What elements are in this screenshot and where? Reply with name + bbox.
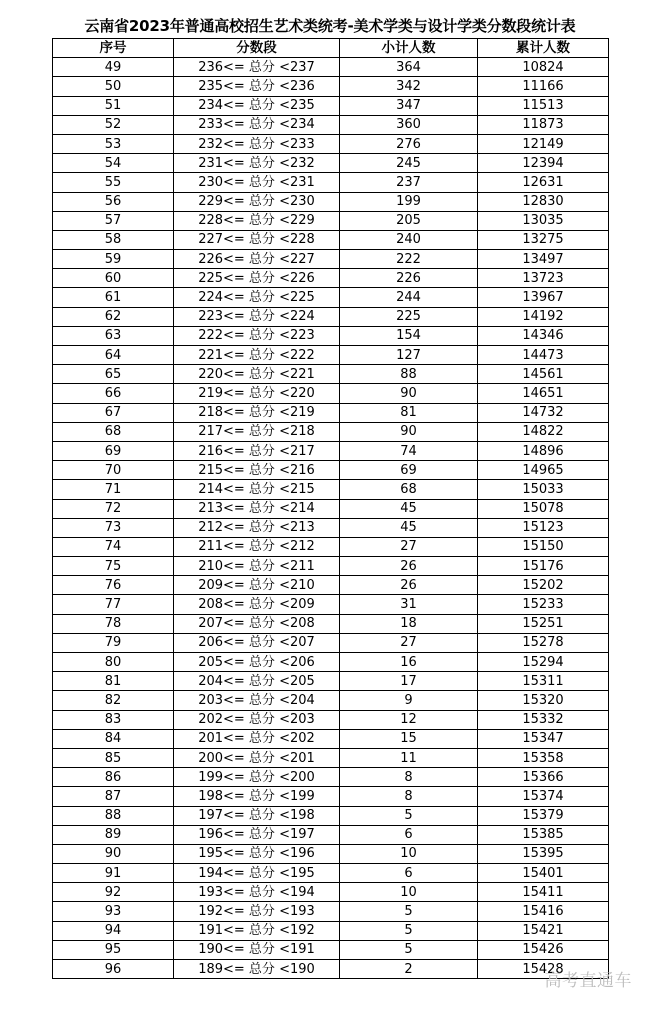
cell-count: 6	[340, 825, 478, 844]
cell-score-range: 212<= 总分 <213	[174, 518, 340, 537]
table-row	[53, 787, 609, 806]
cell-cumulative: 13275	[478, 230, 609, 249]
cell-score-range: 213<= 总分 <214	[174, 499, 340, 518]
table-row	[53, 403, 609, 422]
cell-count: 6	[340, 864, 478, 883]
table-row	[53, 960, 609, 979]
cell-cumulative: 15416	[478, 902, 609, 921]
cell-seq: 94	[53, 921, 174, 940]
table-row	[53, 768, 609, 787]
table-row	[53, 173, 609, 192]
page-title: 云南省2023年普通高校招生艺术类统考-美术学类与设计学类分数段统计表	[84, 17, 576, 35]
cell-score-range: 203<= 总分 <204	[174, 691, 340, 710]
cell-cumulative: 15078	[478, 499, 609, 518]
cell-score-range: 233<= 总分 <234	[174, 115, 340, 134]
cell-count: 360	[340, 115, 478, 134]
table-row	[53, 595, 609, 614]
cell-seq: 95	[53, 940, 174, 959]
cell-seq: 66	[53, 384, 174, 403]
cell-cumulative: 15251	[478, 614, 609, 633]
cell-count: 16	[340, 653, 478, 672]
cell-seq: 63	[53, 326, 174, 345]
cell-seq: 62	[53, 307, 174, 326]
cell-seq: 59	[53, 250, 174, 269]
cell-score-range: 223<= 总分 <224	[174, 307, 340, 326]
cell-cumulative: 14346	[478, 326, 609, 345]
cell-score-range: 225<= 总分 <226	[174, 269, 340, 288]
cell-score-range: 189<= 总分 <190	[174, 960, 340, 979]
cell-seq: 75	[53, 557, 174, 576]
cell-cumulative: 15366	[478, 768, 609, 787]
table-row	[53, 710, 609, 729]
cell-seq: 82	[53, 691, 174, 710]
cell-score-range: 204<= 总分 <205	[174, 672, 340, 691]
cell-seq: 74	[53, 537, 174, 556]
cell-count: 31	[340, 595, 478, 614]
cell-count: 2	[340, 960, 478, 979]
table-row	[53, 864, 609, 883]
table-header-row	[53, 39, 609, 58]
table-row	[53, 288, 609, 307]
cell-seq: 79	[53, 633, 174, 652]
cell-seq: 56	[53, 192, 174, 211]
cell-seq: 86	[53, 768, 174, 787]
table-body	[53, 58, 609, 979]
cell-score-range: 192<= 总分 <193	[174, 902, 340, 921]
cell-seq: 89	[53, 825, 174, 844]
table-row	[53, 269, 609, 288]
cell-cumulative: 15278	[478, 633, 609, 652]
cell-seq: 49	[53, 58, 174, 77]
table-row	[53, 77, 609, 96]
cell-seq: 85	[53, 748, 174, 767]
cell-score-range: 209<= 总分 <210	[174, 576, 340, 595]
cell-score-range: 224<= 总分 <225	[174, 288, 340, 307]
cell-seq: 83	[53, 710, 174, 729]
cell-cumulative: 12830	[478, 192, 609, 211]
table-row	[53, 883, 609, 902]
cell-cumulative: 14192	[478, 307, 609, 326]
cell-count: 276	[340, 134, 478, 153]
table-row	[53, 480, 609, 499]
cell-score-range: 227<= 总分 <228	[174, 230, 340, 249]
cell-seq: 84	[53, 729, 174, 748]
cell-count: 244	[340, 288, 478, 307]
table-row	[53, 230, 609, 249]
cell-cumulative: 15033	[478, 480, 609, 499]
cell-cumulative: 13497	[478, 250, 609, 269]
cell-score-range: 235<= 总分 <236	[174, 77, 340, 96]
cell-score-range: 228<= 总分 <229	[174, 211, 340, 230]
cell-cumulative: 15123	[478, 518, 609, 537]
cell-count: 26	[340, 557, 478, 576]
cell-cumulative: 11873	[478, 115, 609, 134]
table-row	[53, 748, 609, 767]
cell-score-range: 195<= 总分 <196	[174, 844, 340, 863]
cell-cumulative: 15421	[478, 921, 609, 940]
cell-score-range: 197<= 总分 <198	[174, 806, 340, 825]
cell-seq: 71	[53, 480, 174, 499]
cell-count: 154	[340, 326, 478, 345]
cell-count: 12	[340, 710, 478, 729]
table-row	[53, 921, 609, 940]
cell-count: 127	[340, 346, 478, 365]
cell-score-range: 221<= 总分 <222	[174, 346, 340, 365]
watermark: 高考直通车	[544, 971, 632, 991]
cell-seq: 70	[53, 461, 174, 480]
table-row	[53, 653, 609, 672]
cell-score-range: 210<= 总分 <211	[174, 557, 340, 576]
cell-seq: 58	[53, 230, 174, 249]
cell-count: 342	[340, 77, 478, 96]
cell-count: 88	[340, 365, 478, 384]
header-cumulative: 累计人数	[478, 39, 609, 58]
cell-cumulative: 15426	[478, 940, 609, 959]
table-row	[53, 576, 609, 595]
cell-seq: 91	[53, 864, 174, 883]
cell-count: 222	[340, 250, 478, 269]
cell-count: 225	[340, 307, 478, 326]
cell-cumulative: 15294	[478, 653, 609, 672]
table-row	[53, 134, 609, 153]
cell-count: 347	[340, 96, 478, 115]
table-row	[53, 557, 609, 576]
cell-cumulative: 15176	[478, 557, 609, 576]
cell-count: 5	[340, 902, 478, 921]
cell-count: 90	[340, 422, 478, 441]
cell-cumulative: 15401	[478, 864, 609, 883]
cell-count: 10	[340, 844, 478, 863]
table-row	[53, 844, 609, 863]
cell-seq: 78	[53, 614, 174, 633]
cell-seq: 51	[53, 96, 174, 115]
cell-cumulative: 14896	[478, 441, 609, 460]
cell-seq: 55	[53, 173, 174, 192]
table-row	[53, 614, 609, 633]
cell-score-range: 231<= 总分 <232	[174, 154, 340, 173]
cell-count: 5	[340, 806, 478, 825]
cell-count: 17	[340, 672, 478, 691]
cell-count: 74	[340, 441, 478, 460]
cell-count: 5	[340, 940, 478, 959]
cell-cumulative: 15150	[478, 537, 609, 556]
cell-cumulative: 14732	[478, 403, 609, 422]
cell-seq: 90	[53, 844, 174, 863]
table-row	[53, 902, 609, 921]
cell-count: 45	[340, 518, 478, 537]
table-row	[53, 326, 609, 345]
cell-count: 18	[340, 614, 478, 633]
table-row	[53, 825, 609, 844]
cell-score-range: 196<= 总分 <197	[174, 825, 340, 844]
cell-score-range: 208<= 总分 <209	[174, 595, 340, 614]
table-row	[53, 537, 609, 556]
cell-count: 26	[340, 576, 478, 595]
cell-count: 240	[340, 230, 478, 249]
table-row	[53, 691, 609, 710]
cell-seq: 54	[53, 154, 174, 173]
cell-seq: 88	[53, 806, 174, 825]
header-count: 小计人数	[340, 39, 478, 58]
cell-cumulative: 15347	[478, 729, 609, 748]
cell-score-range: 229<= 总分 <230	[174, 192, 340, 211]
cell-score-range: 236<= 总分 <237	[174, 58, 340, 77]
cell-score-range: 226<= 总分 <227	[174, 250, 340, 269]
cell-score-range: 217<= 总分 <218	[174, 422, 340, 441]
cell-cumulative: 10824	[478, 58, 609, 77]
table-row	[53, 441, 609, 460]
cell-cumulative: 13035	[478, 211, 609, 230]
table-row	[53, 499, 609, 518]
table-row	[53, 154, 609, 173]
cell-score-range: 216<= 总分 <217	[174, 441, 340, 460]
cell-count: 15	[340, 729, 478, 748]
cell-cumulative: 15358	[478, 748, 609, 767]
cell-score-range: 234<= 总分 <235	[174, 96, 340, 115]
cell-seq: 61	[53, 288, 174, 307]
cell-cumulative: 15332	[478, 710, 609, 729]
cell-cumulative: 12631	[478, 173, 609, 192]
cell-score-range: 214<= 总分 <215	[174, 480, 340, 499]
table-row	[53, 115, 609, 134]
cell-cumulative: 11166	[478, 77, 609, 96]
table-row	[53, 365, 609, 384]
cell-seq: 96	[53, 960, 174, 979]
cell-seq: 57	[53, 211, 174, 230]
cell-count: 199	[340, 192, 478, 211]
cell-cumulative: 14822	[478, 422, 609, 441]
table-row	[53, 461, 609, 480]
cell-seq: 80	[53, 653, 174, 672]
cell-count: 8	[340, 787, 478, 806]
cell-count: 245	[340, 154, 478, 173]
table-row	[53, 729, 609, 748]
table-row	[53, 211, 609, 230]
cell-seq: 64	[53, 346, 174, 365]
cell-score-range: 202<= 总分 <203	[174, 710, 340, 729]
table-row	[53, 518, 609, 537]
cell-cumulative: 15395	[478, 844, 609, 863]
cell-seq: 68	[53, 422, 174, 441]
cell-cumulative: 12149	[478, 134, 609, 153]
cell-cumulative: 12394	[478, 154, 609, 173]
cell-count: 226	[340, 269, 478, 288]
table-row	[53, 307, 609, 326]
cell-cumulative: 15428	[478, 960, 609, 979]
cell-count: 45	[340, 499, 478, 518]
cell-cumulative: 15311	[478, 672, 609, 691]
score-distribution-table	[52, 38, 609, 979]
header-seq: 序号	[53, 39, 174, 58]
cell-cumulative: 11513	[478, 96, 609, 115]
cell-cumulative: 14561	[478, 365, 609, 384]
table-row	[53, 96, 609, 115]
cell-count: 68	[340, 480, 478, 499]
cell-cumulative: 14651	[478, 384, 609, 403]
table-row	[53, 346, 609, 365]
cell-seq: 87	[53, 787, 174, 806]
table-row	[53, 250, 609, 269]
table-row	[53, 633, 609, 652]
table-row	[53, 384, 609, 403]
cell-count: 11	[340, 748, 478, 767]
cell-seq: 81	[53, 672, 174, 691]
cell-score-range: 191<= 总分 <192	[174, 921, 340, 940]
table-row	[53, 422, 609, 441]
cell-cumulative: 15385	[478, 825, 609, 844]
cell-count: 69	[340, 461, 478, 480]
cell-count: 5	[340, 921, 478, 940]
table-row	[53, 58, 609, 77]
table-row	[53, 672, 609, 691]
cell-score-range: 201<= 总分 <202	[174, 729, 340, 748]
cell-seq: 53	[53, 134, 174, 153]
cell-cumulative: 13967	[478, 288, 609, 307]
cell-count: 10	[340, 883, 478, 902]
cell-cumulative: 15374	[478, 787, 609, 806]
table-row	[53, 806, 609, 825]
cell-seq: 93	[53, 902, 174, 921]
table-row	[53, 940, 609, 959]
cell-seq: 60	[53, 269, 174, 288]
cell-seq: 77	[53, 595, 174, 614]
cell-count: 90	[340, 384, 478, 403]
cell-count: 8	[340, 768, 478, 787]
cell-score-range: 205<= 总分 <206	[174, 653, 340, 672]
cell-score-range: 193<= 总分 <194	[174, 883, 340, 902]
cell-score-range: 230<= 总分 <231	[174, 173, 340, 192]
cell-score-range: 219<= 总分 <220	[174, 384, 340, 403]
cell-seq: 73	[53, 518, 174, 537]
cell-score-range: 207<= 总分 <208	[174, 614, 340, 633]
cell-count: 205	[340, 211, 478, 230]
cell-count: 27	[340, 537, 478, 556]
cell-score-range: 206<= 总分 <207	[174, 633, 340, 652]
cell-seq: 69	[53, 441, 174, 460]
cell-cumulative: 14965	[478, 461, 609, 480]
cell-cumulative: 15411	[478, 883, 609, 902]
cell-count: 27	[340, 633, 478, 652]
cell-count: 237	[340, 173, 478, 192]
cell-seq: 52	[53, 115, 174, 134]
cell-count: 364	[340, 58, 478, 77]
cell-seq: 50	[53, 77, 174, 96]
cell-cumulative: 15320	[478, 691, 609, 710]
cell-seq: 65	[53, 365, 174, 384]
cell-score-range: 190<= 总分 <191	[174, 940, 340, 959]
cell-seq: 72	[53, 499, 174, 518]
cell-score-range: 218<= 总分 <219	[174, 403, 340, 422]
cell-score-range: 200<= 总分 <201	[174, 748, 340, 767]
cell-score-range: 222<= 总分 <223	[174, 326, 340, 345]
cell-cumulative: 15233	[478, 595, 609, 614]
cell-cumulative: 15379	[478, 806, 609, 825]
table-row	[53, 192, 609, 211]
cell-seq: 92	[53, 883, 174, 902]
cell-count: 81	[340, 403, 478, 422]
cell-score-range: 220<= 总分 <221	[174, 365, 340, 384]
cell-cumulative: 13723	[478, 269, 609, 288]
cell-score-range: 199<= 总分 <200	[174, 768, 340, 787]
cell-score-range: 211<= 总分 <212	[174, 537, 340, 556]
cell-score-range: 232<= 总分 <233	[174, 134, 340, 153]
cell-seq: 67	[53, 403, 174, 422]
header-score-range: 分数段	[174, 39, 340, 58]
cell-cumulative: 15202	[478, 576, 609, 595]
cell-score-range: 215<= 总分 <216	[174, 461, 340, 480]
cell-score-range: 198<= 总分 <199	[174, 787, 340, 806]
cell-seq: 76	[53, 576, 174, 595]
cell-score-range: 194<= 总分 <195	[174, 864, 340, 883]
cell-count: 9	[340, 691, 478, 710]
cell-cumulative: 14473	[478, 346, 609, 365]
